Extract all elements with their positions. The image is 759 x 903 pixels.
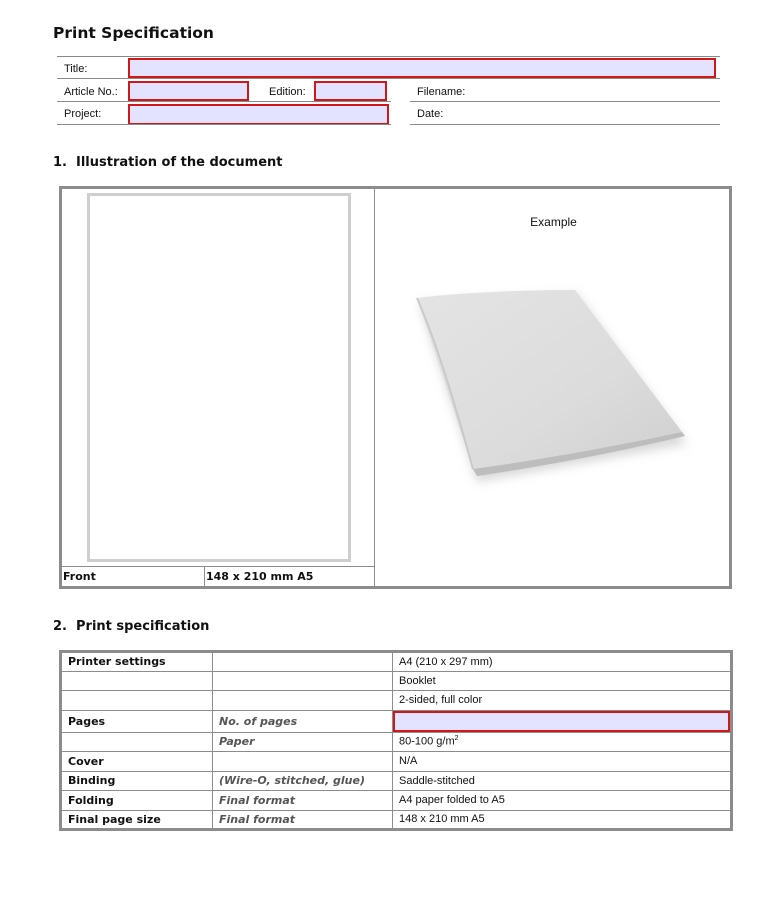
divider [374,189,375,586]
row-value: 148 x 210 mm A5 [393,810,732,830]
row-value: Booklet [393,671,732,691]
row-value: Saddle-stitched [393,771,732,791]
table-row [61,771,732,791]
folded-booklet-image [407,284,697,494]
illustration-box [59,186,732,589]
table-row [61,791,732,811]
row-value [393,710,732,732]
page-title: Print Specification [53,24,214,42]
table-row [61,732,732,752]
row-value: A4 (210 x 297 mm) [393,652,732,672]
divider [57,124,391,125]
article-no-field[interactable] [128,81,249,101]
row-label: Final page size [61,810,213,830]
row-sublabel: Final format [213,791,393,811]
row-value: A4 paper folded to A5 [393,791,732,811]
table-row [61,810,732,830]
divider [410,124,720,125]
example-label: Example [530,215,577,229]
project-label: Project: [64,108,102,120]
front-size: 148 x 210 mm A5 [206,570,314,583]
row-label [61,671,213,691]
edition-field[interactable] [314,81,387,101]
table-row [61,710,732,732]
edition-label: Edition: [269,86,306,98]
title-label: Title: [64,63,88,75]
divider [204,566,205,586]
paper-weight-value: 80-100 g/m [399,736,455,749]
row-value: N/A [393,752,732,772]
date-label: Date: [417,108,444,120]
divider [62,566,374,567]
row-label: Cover [61,752,213,772]
row-value [393,732,732,752]
front-label: Front [63,570,96,583]
table-row [61,752,732,772]
row-sublabel: Paper [213,732,393,752]
row-sublabel [213,671,393,691]
divider [57,78,720,79]
section-title: Print specification [76,619,210,634]
row-sublabel: No. of pages [213,710,393,732]
divider [57,101,391,102]
row-sublabel [213,691,393,711]
row-label [61,691,213,711]
row-value: 2-sided, full color [393,691,732,711]
row-sublabel: Final format [213,810,393,830]
no-of-pages-field[interactable] [393,711,730,732]
row-label: Folding [61,791,213,811]
row-label [61,732,213,752]
table-row [61,652,732,672]
row-sublabel [213,752,393,772]
section-2-heading [53,619,209,634]
row-label: Binding [61,771,213,791]
row-label: Printer settings [61,652,213,672]
project-field[interactable] [128,104,389,125]
row-sublabel [213,652,393,672]
table-row [61,691,732,711]
row-sublabel: (Wire-O, stitched, glue) [213,771,393,791]
superscript: 2 [454,735,459,743]
print-spec-table [59,650,733,831]
divider [57,56,720,57]
filename-label: Filename: [417,86,466,98]
article-no-label: Article No.: [64,86,118,98]
title-field[interactable] [128,58,716,78]
row-label: Pages [61,710,213,732]
section-title: Illustration of the document [76,155,283,170]
section-number: 2. [53,619,67,634]
section-1-heading [53,155,282,170]
section-number: 1. [53,155,67,170]
front-page-placeholder [87,193,351,562]
divider [410,101,720,102]
table-row [61,671,732,691]
